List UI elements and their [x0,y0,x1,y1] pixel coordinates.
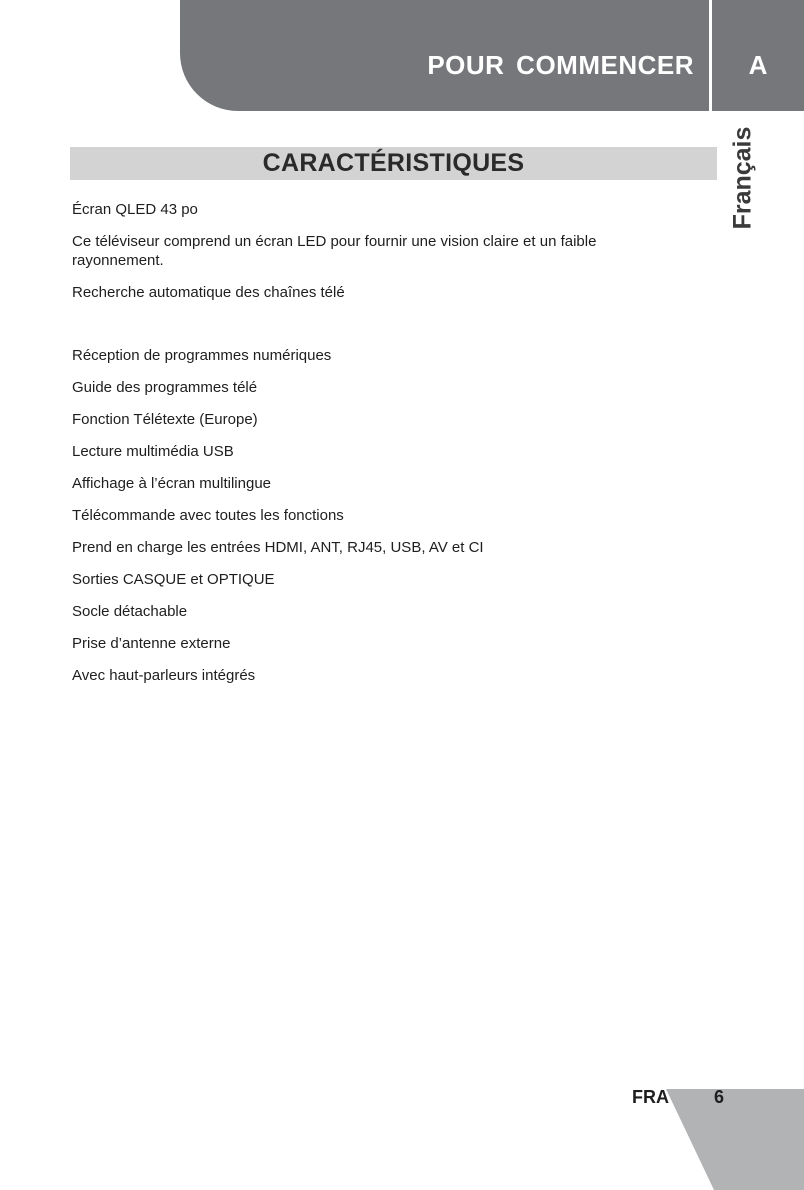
feature-item: Sorties CASQUE et OPTIQUE [72,571,275,588]
footer-language-code: FRA [632,1087,669,1107]
feature-item: Avec haut-parleurs intégrés [72,667,256,684]
feature-item: Lecture multimédia USB [72,443,234,460]
chapter-letter: A [748,50,768,80]
feature-item: Prend en charge les entrées HDMI, ANT, RJ45, USB, AV et CI [72,539,484,556]
feature-item: Socle détachable [72,603,188,620]
language-side-tab: Français [728,126,757,230]
page-number: 6 [714,1087,725,1107]
feature-item: Guide des programmes télé [72,379,258,396]
feature-item: Fonction Télétexte (Europe) [72,411,258,428]
feature-item: Ce téléviseur comprend un écran LED pour fournir une vision claire et un faible rayonnement. [72,233,597,269]
footer-corner-shape [666,1089,804,1190]
section-heading-bar [70,147,717,180]
feature-item: Recherche automatique des chaînes télé [72,284,345,301]
chapter-title: POUR COMMENCER [427,50,694,80]
feature-item: Écran QLED 43 po [72,201,198,218]
feature-item: Télécommande avec toutes les fonctions [72,507,344,524]
feature-item: Réception de programmes numériques [72,347,332,364]
feature-item: Prise d’antenne externe [72,635,231,652]
feature-list [72,200,672,698]
feature-item: Affichage à l’écran multilingue [72,475,272,492]
section-title: CARACTÉRISTIQUES [262,149,525,177]
